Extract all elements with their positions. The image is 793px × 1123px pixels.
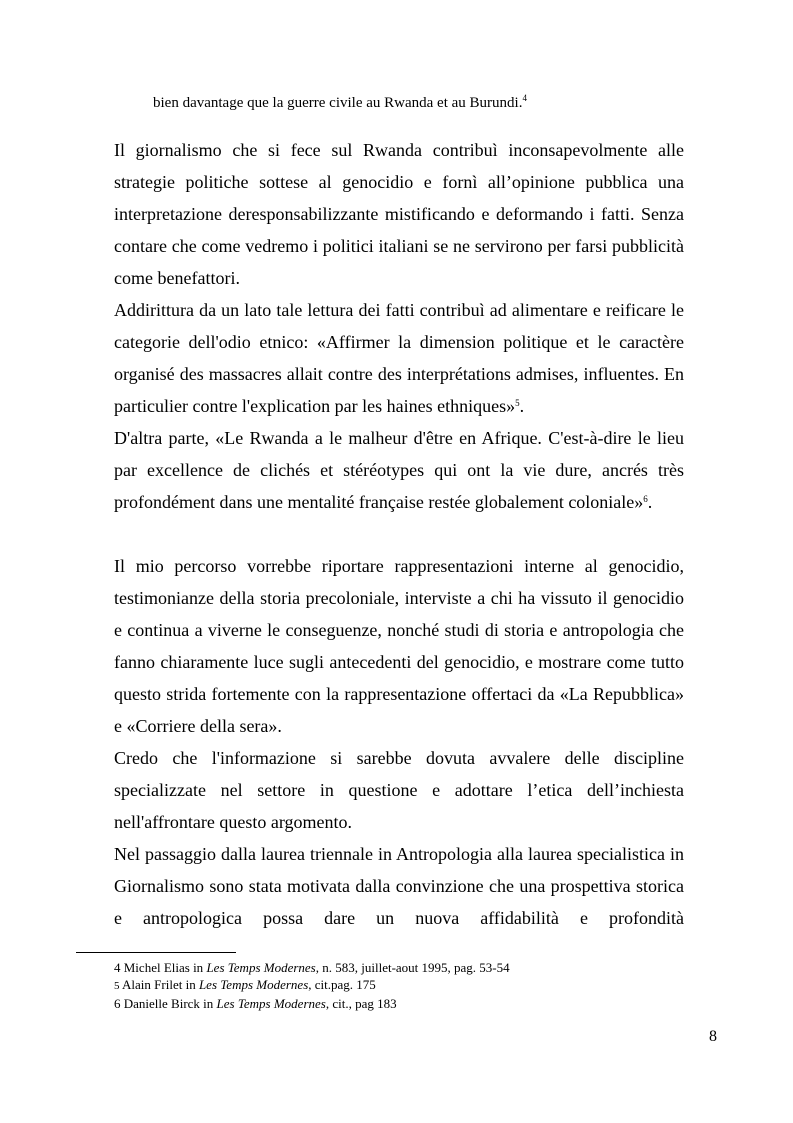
footnote-4: 4 Michel Elias in Les Temps Modernes, n. 583, juillet-aout 1995, pag. 53-54 <box>114 960 510 975</box>
footnote-ref-4: 4 <box>522 93 527 103</box>
paragraph: Nel passaggio dalla laurea triennale in Antropologia alla laurea specialistica in Giornalismo sono stata motivata dalla convinzione che una prospettiva storica e antropologica possa dare un nuova affidabilità e profondità <box>114 844 684 928</box>
paragraph: Il mio percorso vorrebbe riportare rappresentazioni interne al genocidio, testimonianze della storia precoloniale, interviste a chi ha vissuto il genocidio e continua a viverne le conseguenze, nonché studi di storia e antropologia che fanno chiaramente luce sugli antecedenti del genocidio, e mostrare come tutto questo strida fortemente con la rappresentazione offertaci da «La Repubblica» e «Corriere della sera». <box>114 556 684 736</box>
paragraph: Credo che l'informazione si sarebbe dovuta avvalere delle discipline specializzate nel settore in questione e adottare l’etica dell’inchiesta nell'affrontare questo argomento. <box>114 748 684 832</box>
footnotes <box>114 959 510 1012</box>
body-text-block-2 <box>114 550 684 934</box>
quote-text: bien davantage que la guerre civile au Rwanda et au Burundi. <box>153 95 523 111</box>
footnote-ref-6: 6 <box>643 494 648 504</box>
footnote-5: 5 Alain Frilet in Les Temps Modernes, cit.pag. 175 <box>114 977 376 992</box>
paragraph: Il giornalismo che si fece sul Rwanda contribuì inconsapevolmente alle strategie politiche sottese al genocidio e fornì all’opinione pubblica una interpretazione deresponsabilizzante mistificando e deformando i fatti. Senza contare che come vedremo i politici italiani se ne servirono per farsi pubblicità come benefattori. <box>114 140 684 288</box>
footnote-separator <box>76 952 236 953</box>
footnote-6: 6 Danielle Birck in Les Temps Modernes, cit., pag 183 <box>114 996 397 1011</box>
paragraph: D'altra parte, «Le Rwanda a le malheur d'être en Afrique. C'est-à-dire le lieu par excellence de clichés et stéréotypes qui ont la vie dure, ancrés très profondément dans une mentalité française restée globalement coloniale»$^6$. <box>114 428 684 512</box>
page-number: 8 <box>709 1028 717 1045</box>
paragraph: Addirittura da un lato tale lettura dei fatti contribuì ad alimentare e reificare le categorie dell'odio etnico: «Affirmer la dimension politique et le caractère organisé des massacres allait contre des interprétations admises, influentes. En particulier contre l'explication par les haines ethniques»$^5$. <box>114 300 684 416</box>
footnote-ref-5: 5 <box>515 398 520 408</box>
quote-continuation <box>153 93 527 113</box>
body-text-block-1 <box>114 134 684 518</box>
